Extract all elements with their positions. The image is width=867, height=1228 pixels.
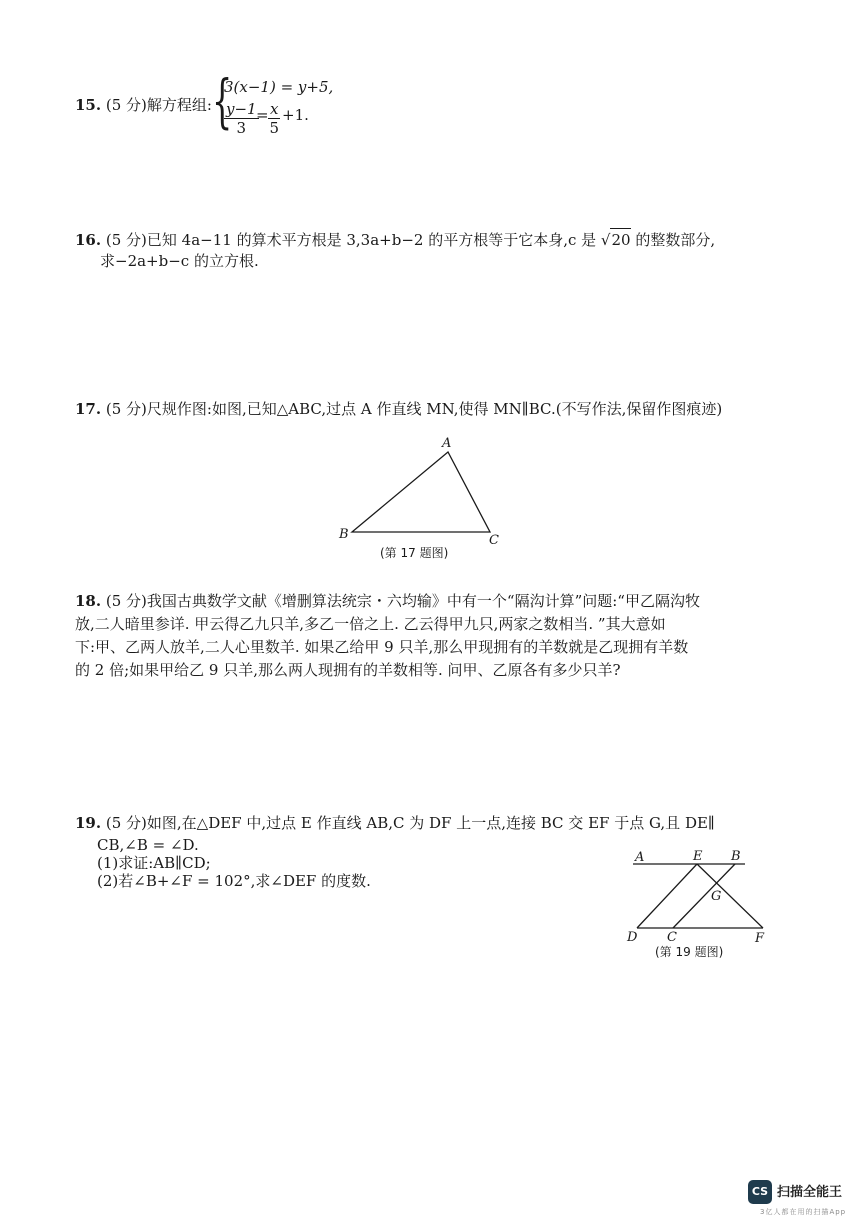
q17-caption: (第 17 题图) (380, 546, 449, 560)
label-d: D (627, 930, 638, 945)
q18-number: 18. (75, 592, 102, 610)
q16-number: 16. (75, 231, 102, 249)
label-a: A (442, 436, 452, 451)
q15-eq2-tail: +1. (282, 106, 309, 124)
q15-number: 15. (75, 96, 102, 114)
sqrt-symbol: √ (600, 231, 611, 249)
q19-text: (5 分)如图,在△DEF 中,过点 E 作直线 AB,C 为 DF 上一点,连接 BC 交 EF 于点 G,且 DE∥ (105, 814, 715, 832)
q15-eq1: 3(x−1) = y+5, (224, 78, 334, 96)
q15-frac1: $\frac{y-1}{3}$ (226, 100, 257, 137)
q18-text: (5 分)我国古典数学文献《增删算法统宗・六均输》中有一个“隔沟计算”问题:“甲乙隔沟牧 (105, 592, 700, 610)
q18-line4: 的 2 倍;如果甲给乙 9 只羊,那么两人现拥有的羊数相等. 问甲、乙原各有多少只羊? (75, 661, 621, 679)
segment-ef (697, 864, 763, 928)
watermark-subtitle: 3亿人都在用的扫描App (760, 1208, 847, 1216)
label-e: E (693, 849, 703, 864)
camscanner-logo-icon: CS (748, 1180, 772, 1204)
segment-ed (637, 864, 697, 928)
q16-sqrt-value: 20 (610, 228, 630, 252)
segment-bc (673, 864, 735, 928)
label-c: C (489, 533, 499, 548)
label-a: A (635, 850, 645, 865)
q18-line1 (75, 590, 700, 613)
label-c: C (667, 930, 677, 945)
q16-line1 (75, 228, 715, 252)
q16-line2: 求−2a+b−c 的立方根. (100, 252, 259, 270)
q19-caption: (第 19 题图) (655, 945, 724, 959)
q19-number: 19. (75, 814, 102, 832)
q15-brace: { (212, 67, 233, 135)
q17-triangle-figure (330, 430, 520, 560)
q19-part1: (1)求证:AB∥CD; (97, 854, 211, 872)
q17-text: (5 分)尺规作图:如图,已知△ABC,过点 A 作直线 MN,使得 MN∥BC.(不写作法,保留作图痕迹) (105, 400, 723, 418)
q16-text-a: (5 分)已知 4a−11 的算术平方根是 3,3a+b−2 的平方根等于它本身,c 是 (105, 231, 601, 249)
q18-line3: 下:甲、乙两人放羊,二人心里数羊. 如果乙给甲 9 只羊,那么甲现拥有的羊数就是乙现拥有羊数 (75, 638, 689, 656)
q19-line2: CB,∠B = ∠D. (97, 836, 199, 854)
watermark-title: 扫描全能王 (777, 1185, 843, 1200)
q17-number: 17. (75, 400, 102, 418)
label-f: F (755, 931, 765, 946)
q18-line2: 放,二人暗里参详. 甲云得乙九只羊,多乙一倍之上. 乙云得甲九只,两家之数相当. ”其大意如 (75, 615, 666, 633)
q17-stem (75, 398, 722, 421)
q15-eq-sign: = (256, 106, 269, 124)
q16-text-b: 的整数部分, (630, 231, 716, 249)
q19-figure (625, 848, 775, 948)
label-b: B (731, 849, 741, 864)
label-b: B (339, 527, 349, 542)
q15-frac2: $\frac{x}{5}$ (269, 100, 279, 137)
label-g: G (711, 889, 722, 904)
q15-stem (75, 94, 212, 117)
triangle-abc (352, 452, 490, 532)
q15-equation-system (212, 67, 352, 144)
q15-text: (5 分)解方程组: (105, 96, 212, 114)
q19-line1 (75, 812, 715, 835)
q19-part2: (2)若∠B+∠F = 102°,求∠DEF 的度数. (97, 872, 371, 890)
